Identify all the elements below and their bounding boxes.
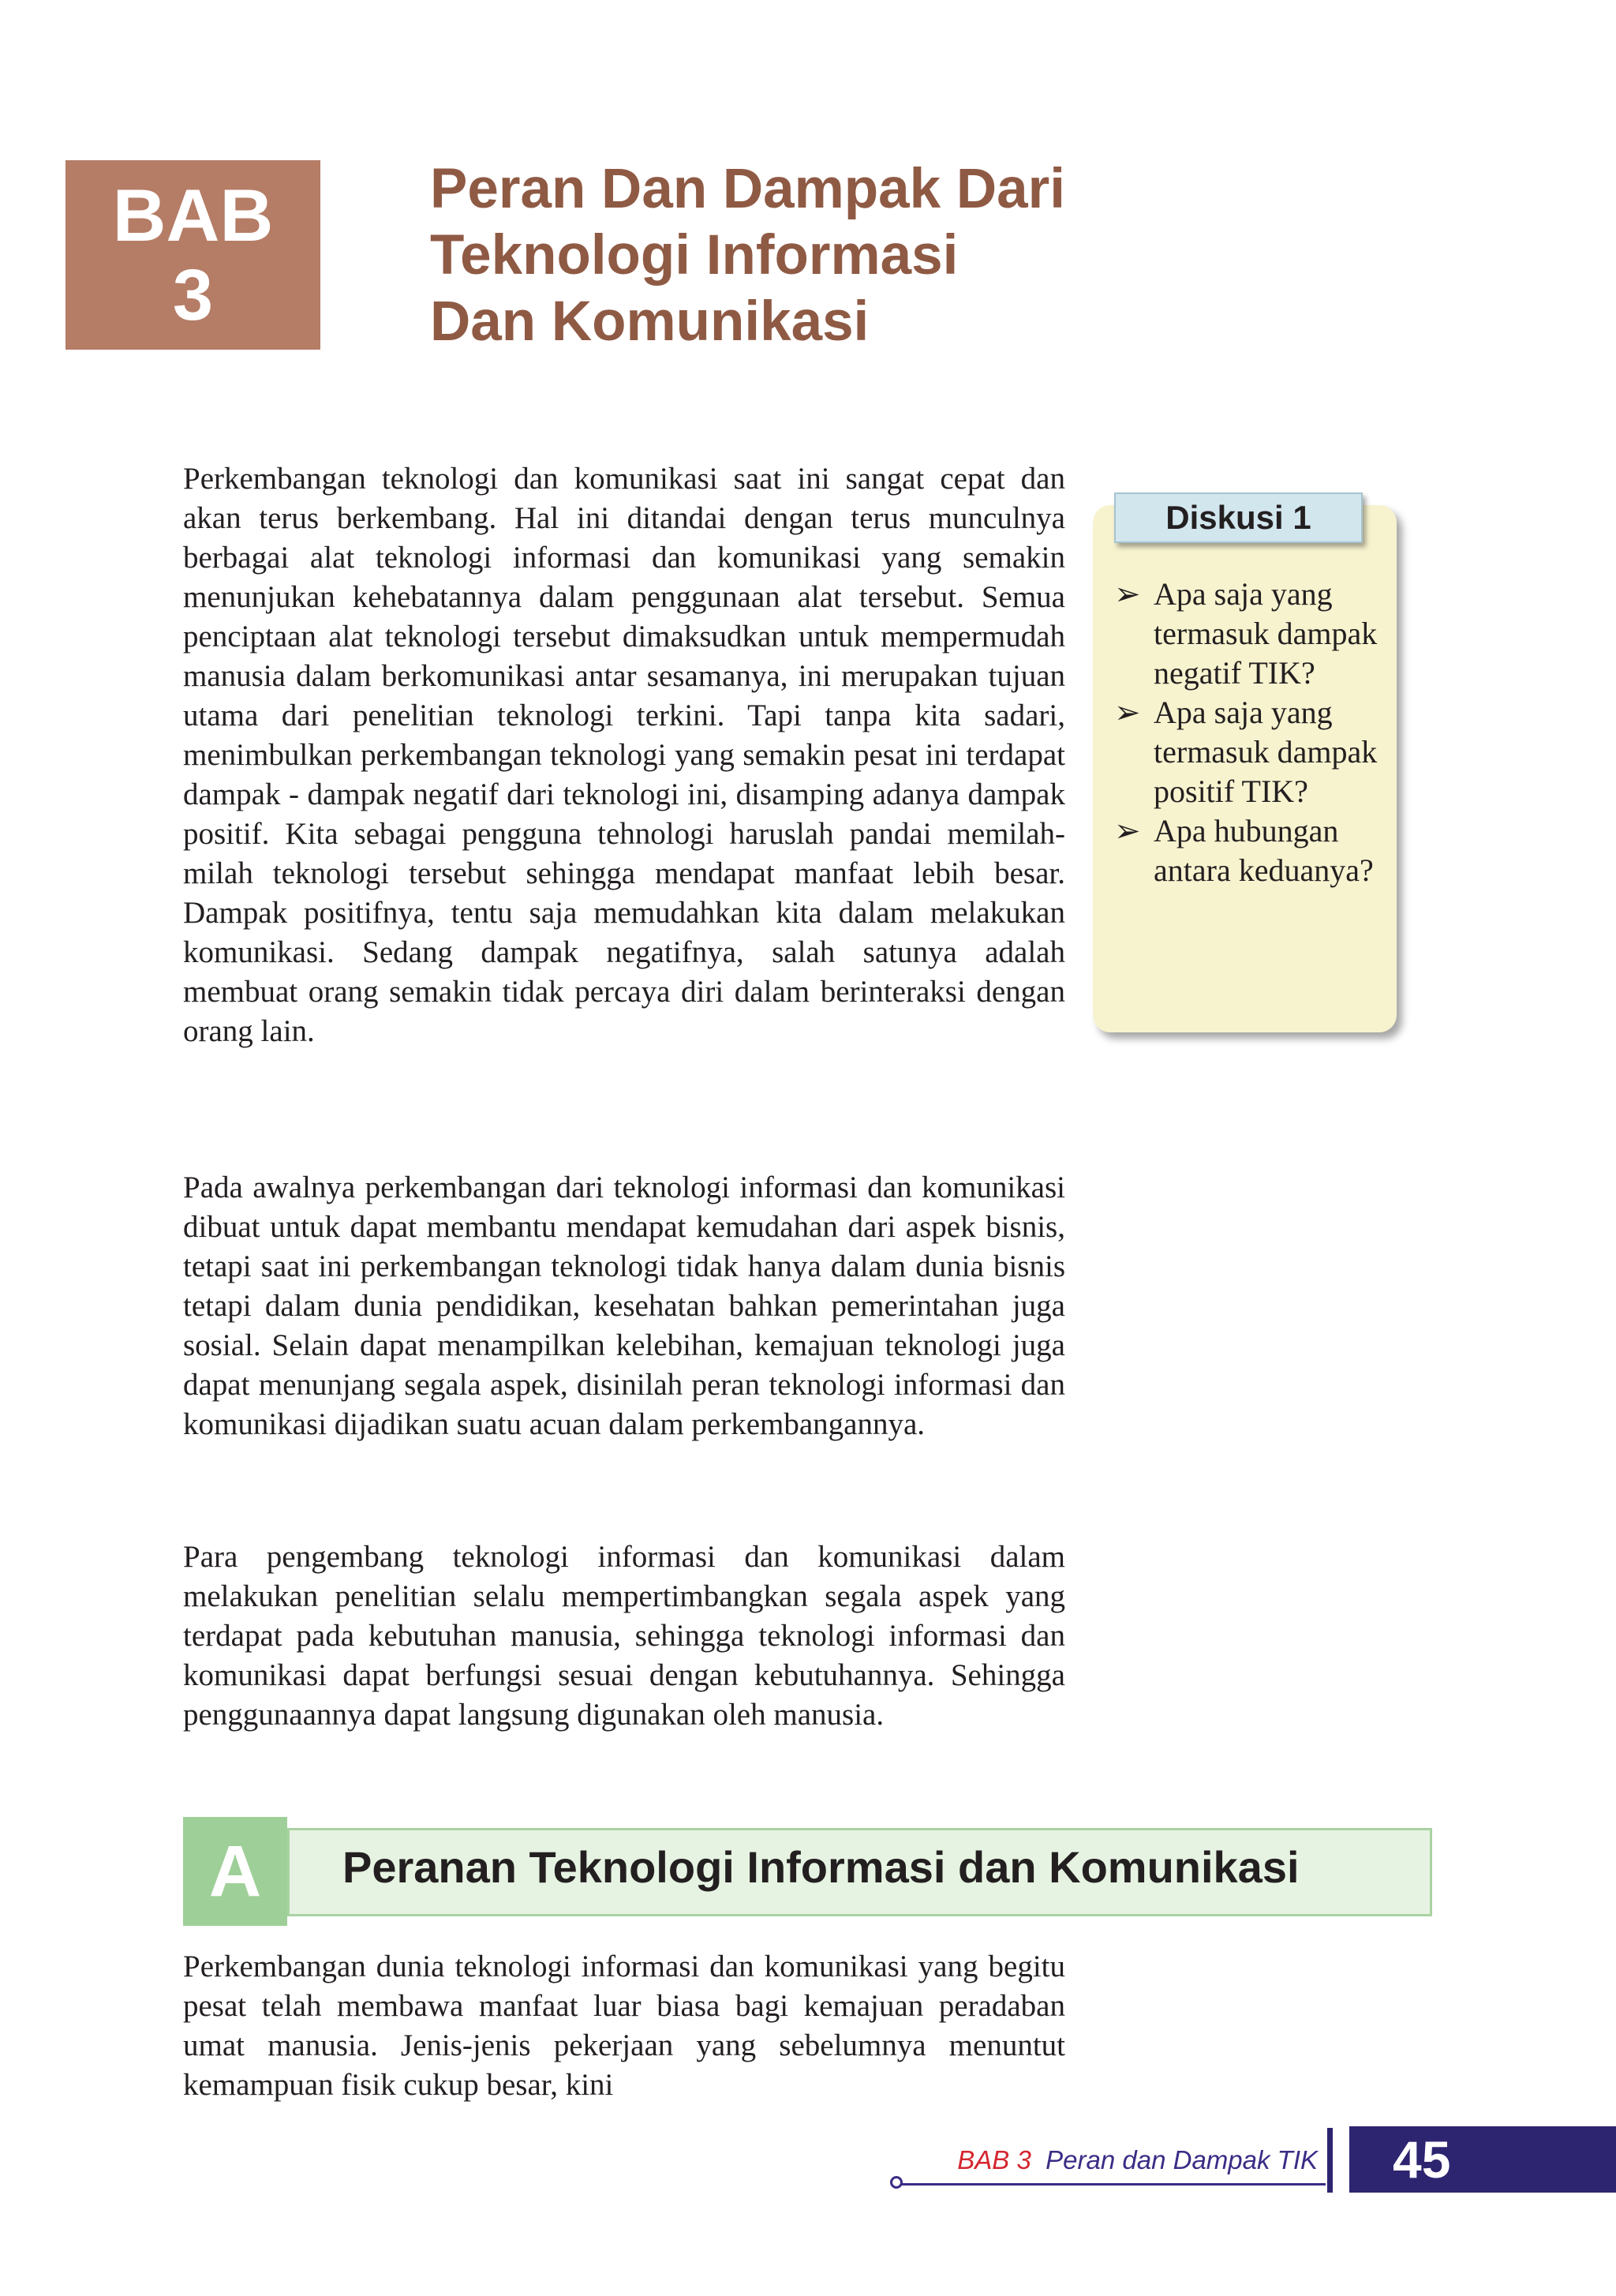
- footer-chapter-title: Peran dan Dampak TIK: [1046, 2145, 1318, 2174]
- paragraph-text: Para pengembang teknologi informasi dan komunikasi dalam melakukan penelitian selalu mempertimbangkan segala aspek yang terdapat pada kebutuhan manusia, sehingga teknologi informasi dan komunikasi dapat berfungsi sesuai dengan kebutuhannya. Sehingga penggunaannya dapat langsung digunakan oleh manusia.: [183, 1540, 1065, 1732]
- diskusi-question-text: Apa saja yang termasuk dampak positif TIK?: [1154, 695, 1378, 809]
- chapter-title-line: Peran Dan Dampak Dari: [430, 158, 1065, 220]
- arrowhead-bullet-icon: ➢: [1114, 695, 1141, 731]
- paragraph: [183, 1168, 1065, 1444]
- chapter-title-line: Dan Komunikasi: [430, 290, 870, 353]
- diskusi-question: [1114, 811, 1390, 890]
- footer-rule: [900, 2183, 1326, 2186]
- footer-chapter: BAB 3: [957, 2145, 1031, 2174]
- running-footer: [955, 2145, 1318, 2175]
- chapter-title-line: Teknologi Informasi: [430, 224, 959, 287]
- page-number: 45: [1349, 2126, 1616, 2193]
- arrowhead-bullet-icon: ➢: [1114, 576, 1141, 612]
- diskusi-question: [1114, 575, 1390, 693]
- paragraph-text: Pada awalnya perkembangan dari teknologi informasi dan komunikasi dibuat untuk dapat membantu mendapat kemudahan dari aspek bisnis, tetapi saat ini perkembangan teknologi tidak hanya dalam dunia bisnis tetapi dalam dunia pendidikan, kesehatan bahkan pemerintahan juga sosial. Selain dapat menampilkan kelebihan, kemajuan teknologi juga dapat menunjang segala aspek, disinilah peran teknologi informasi dan komunikasi dijadikan suatu acuan dalam perkembangannya.: [183, 1170, 1065, 1441]
- paragraph-text: Perkembangan teknologi dan komunikasi saat ini sangat cepat dan akan terus berkembang. Hal ini ditandai dengan terus munculnya berbagai alat teknologi informasi dan komunikasi yang semakin menunjukan kehebatannya dalam penggunaan alat tersebut. Semua penciptaan alat teknologi tersebut dimaksudkan untuk mempermudah manusia dalam berkomunikasi antar sesamanya, ini merupakan tujuan utama dari penelitian teknologi terkini. Tapi tanpa kita sadari, menimbulkan perkembangan teknologi yang semakin pesat ini terdapat dampak - dampak negatif dari teknologi ini, disamping adanya dampak positif. Kita sebagai pengguna tehnologi haruslah pandai memilah-milah teknologi tersebut sehingga mendapat manfaat lebih besar. Dampak positifnya, tentu saja memudahkan kita dalam melakukan komunikasi. Sedang dampak negatifnya, salah satunya adalah membuat orang semakin tidak percaya diri dalam berinteraksi dengan orang lain.: [183, 462, 1065, 1048]
- diskusi-question-text: Apa saja yang termasuk dampak negatif TIK?: [1154, 576, 1378, 691]
- footer-rule-dot-icon: [890, 2176, 903, 2189]
- chapter-badge-label: BAB: [112, 174, 274, 257]
- chapter-badge-number: 3: [172, 255, 214, 335]
- chapter-title: [430, 156, 1219, 355]
- paragraph-text: Perkembangan dunia teknologi informasi dan komunikasi yang begitu pesat telah membawa manfaat luar biasa bagi kemajuan peradaban umat manusia. Jenis-jenis pekerjaan yang sebelumnya menuntut kemampuan fisik cukup besar, kini: [183, 1950, 1065, 2102]
- paragraph: [183, 1538, 1065, 1735]
- footer-separator: [1327, 2128, 1333, 2193]
- section-heading: Peranan Teknologi Informasi dan Komunikasi: [342, 1842, 1300, 1892]
- diskusi-title: Diskusi 1: [1114, 493, 1363, 543]
- paragraph: [183, 1947, 1065, 2105]
- diskusi-question-list: [1114, 575, 1390, 890]
- diskusi-question-text: Apa hubungan antara keduanya?: [1154, 813, 1374, 888]
- arrowhead-bullet-icon: ➢: [1114, 813, 1141, 849]
- diskusi-question: [1114, 693, 1390, 811]
- paragraph: [183, 459, 1065, 1051]
- chapter-badge: [65, 160, 320, 350]
- section-letter-badge: A: [183, 1817, 287, 1926]
